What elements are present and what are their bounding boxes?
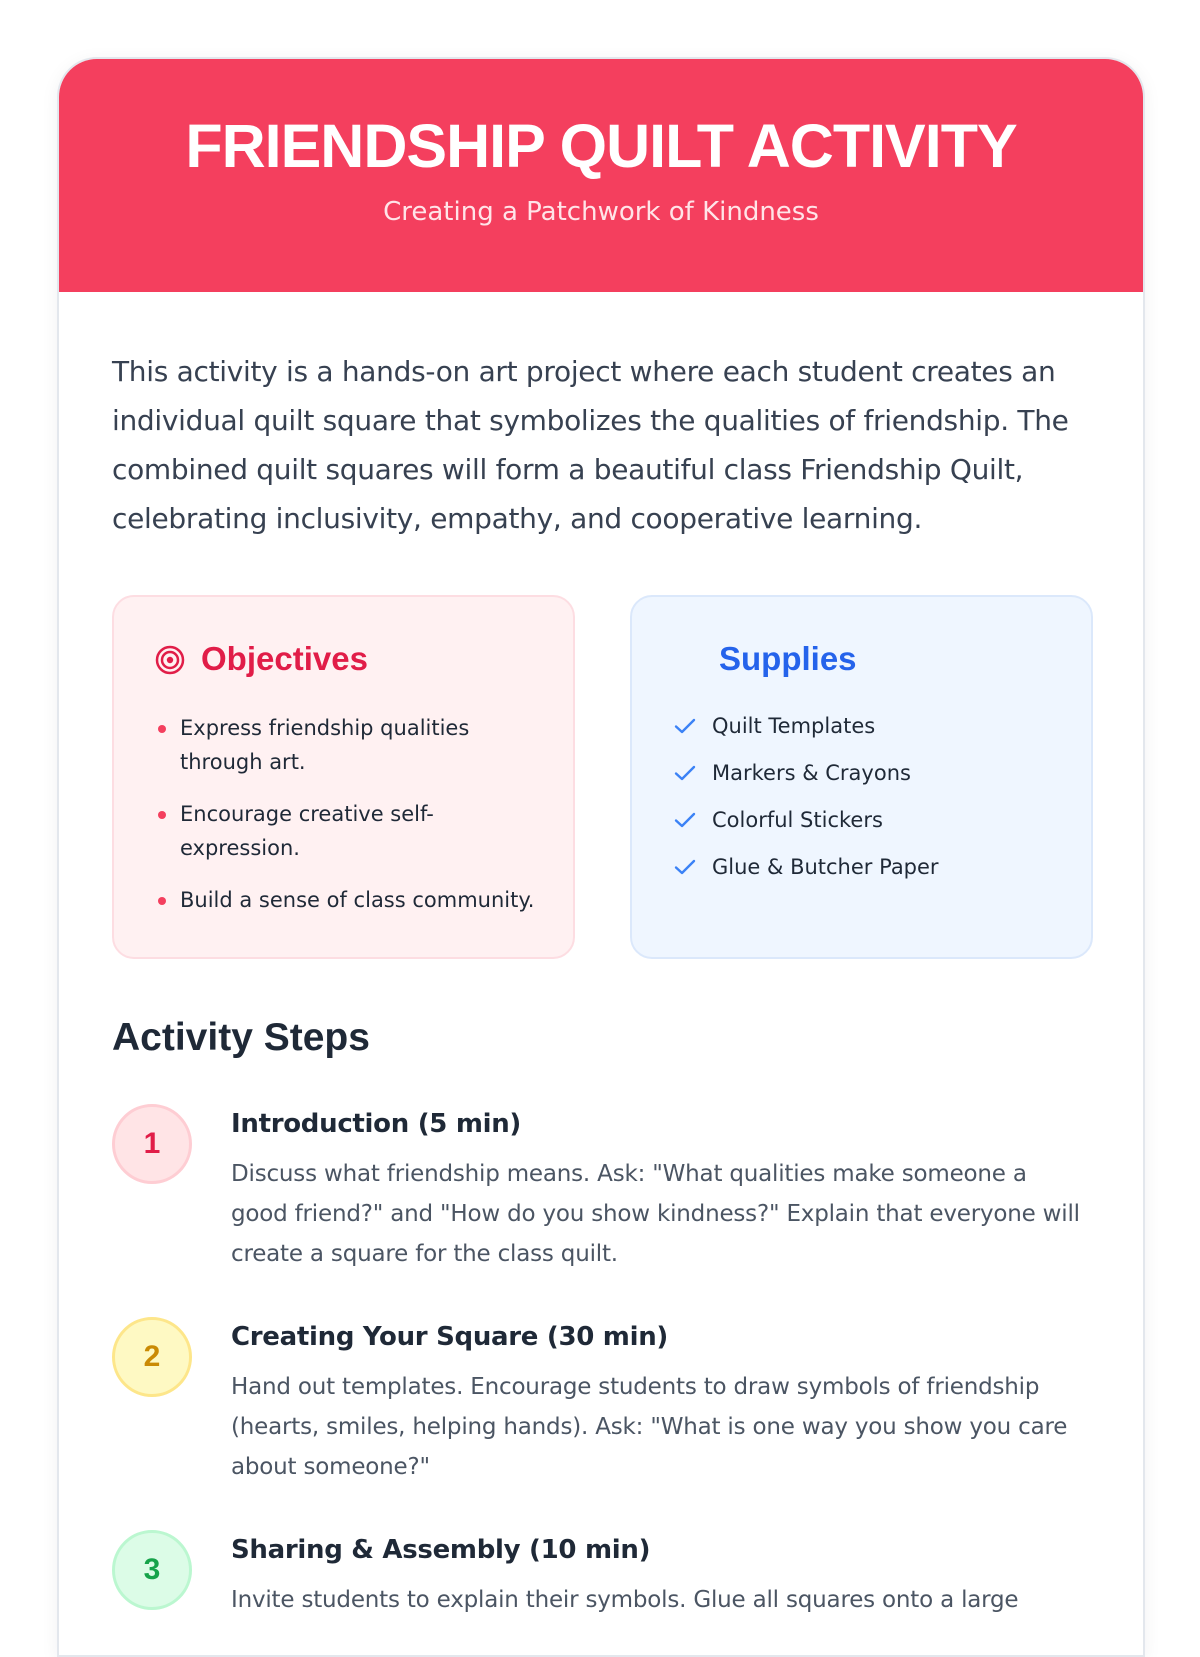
target-icon — [155, 645, 185, 675]
step-description: Hand out templates. Encourage students to draw symbols of friendship (hearts, smiles, helping hands). Ask: "What is one way you show you care about someone?" — [231, 1374, 1068, 1480]
check-icon — [674, 811, 696, 829]
step-title: Sharing & Assembly (10 min) — [231, 1535, 651, 1565]
page-title: FRIENDSHIP QUILT ACTIVITY — [185, 112, 1017, 180]
supply-text: Quilt Templates — [712, 714, 876, 738]
supplies-title: Supplies — [719, 640, 857, 677]
bullet-icon — [158, 725, 166, 733]
check-icon — [674, 764, 696, 782]
list-item — [180, 883, 550, 917]
intro-paragraph: This activity is a hands-on art project where each student creates an individual quilt square that symbolizes the qualities of friendship. The combined quilt squares will form a beautiful class Friendship Quilt, celebrating inclusivity, empathy, and cooperative learning. — [112, 355, 1069, 535]
objectives-box — [112, 595, 575, 959]
objectives-list — [180, 711, 550, 935]
list-item — [180, 797, 550, 865]
objective-text: Build a sense of class community. — [180, 888, 535, 912]
supply-text: Markers & Crayons — [712, 761, 911, 785]
supplies-box — [630, 595, 1093, 959]
activity-card — [57, 57, 1145, 1657]
bullet-icon — [158, 811, 166, 819]
step-description: Discuss what friendship means. Ask: "What qualities make someone a good friend?" and "How do you show kindness?" Explain that everyone will create a square for the class quilt. — [231, 1161, 1080, 1267]
step-number-badge: 3 — [112, 1530, 192, 1610]
supplies-list — [674, 709, 939, 897]
objectives-title: Objectives — [201, 640, 368, 677]
steps-heading: Activity Steps — [112, 1016, 370, 1059]
header-banner — [59, 59, 1143, 292]
check-icon — [674, 717, 696, 735]
step-number-badge: 2 — [112, 1317, 192, 1397]
objective-text: Express friendship qualities through art. — [180, 716, 470, 774]
bullet-icon — [158, 897, 166, 905]
list-item — [674, 756, 939, 803]
supply-text: Colorful Stickers — [712, 808, 883, 832]
step-title: Creating Your Square (30 min) — [231, 1322, 668, 1352]
page-subtitle: Creating a Patchwork of Kindness — [383, 197, 819, 227]
list-item — [180, 711, 550, 779]
step-description: Invite students to explain their symbols. Glue all squares onto a large — [231, 1587, 1019, 1613]
objective-text: Encourage creative self-expression. — [180, 802, 434, 860]
list-item — [674, 709, 939, 756]
step-title: Introduction (5 min) — [231, 1109, 522, 1139]
list-item — [674, 850, 939, 897]
list-item — [674, 803, 939, 850]
check-icon — [674, 858, 696, 876]
step-number-badge: 1 — [112, 1104, 192, 1184]
supply-text: Glue & Butcher Paper — [712, 855, 939, 879]
